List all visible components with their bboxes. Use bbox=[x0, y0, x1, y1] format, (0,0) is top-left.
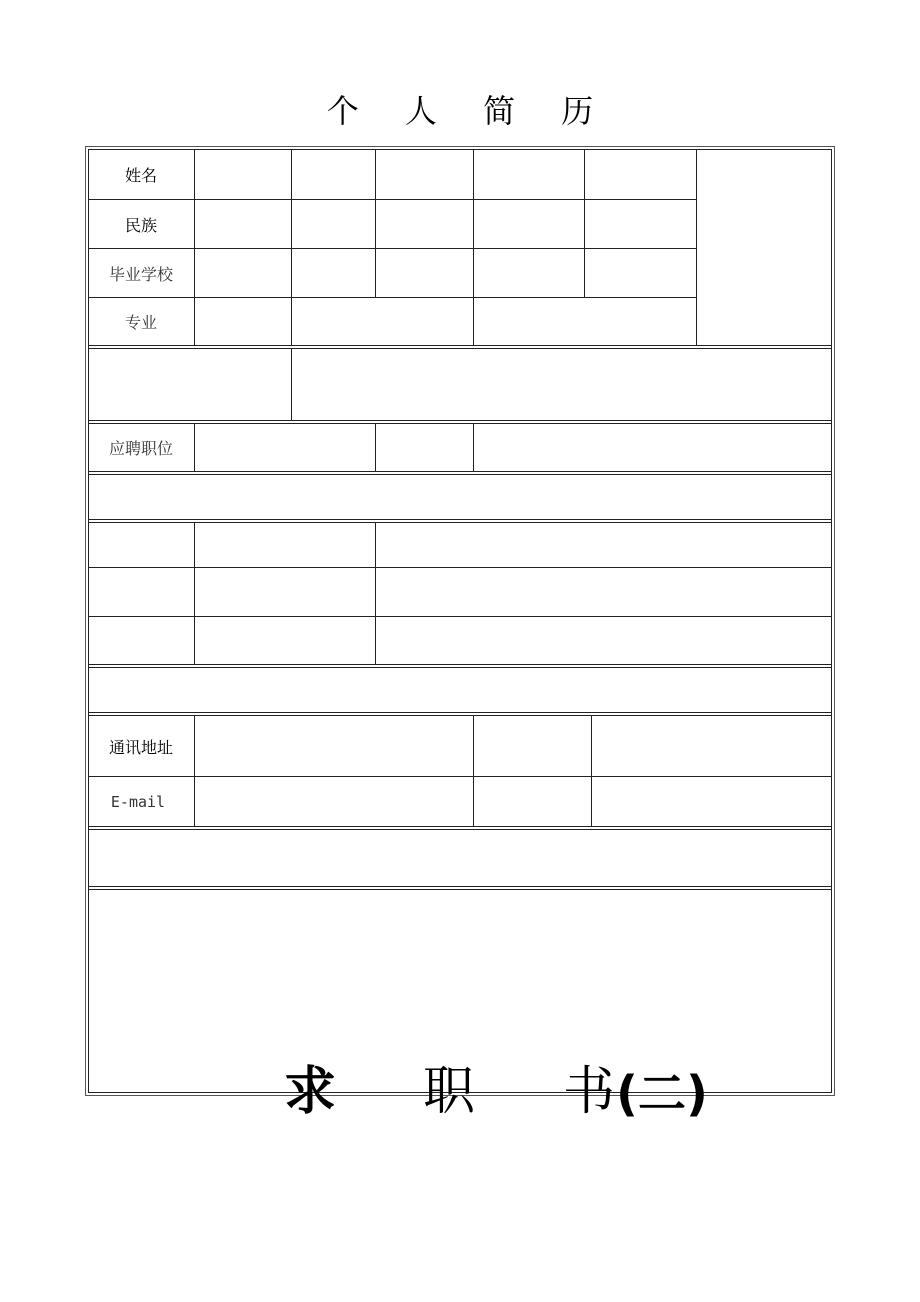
col-divider bbox=[473, 716, 474, 827]
col-divider bbox=[584, 149, 585, 298]
col-divider bbox=[375, 424, 376, 472]
section-divider bbox=[88, 886, 832, 887]
col-divider bbox=[375, 523, 376, 665]
label-name: 姓名 bbox=[124, 166, 157, 185]
col-divider bbox=[194, 424, 195, 472]
section-divider bbox=[88, 715, 832, 716]
footer-char-2: 职 bbox=[423, 1062, 476, 1122]
section-divider bbox=[88, 423, 832, 424]
section-divider bbox=[88, 889, 832, 890]
section-divider bbox=[88, 471, 832, 472]
label-email: E-mail bbox=[110, 792, 166, 811]
footer-char-1: 求 bbox=[284, 1062, 337, 1122]
footer-paren: (二) bbox=[616, 1066, 708, 1122]
col-divider bbox=[591, 716, 592, 827]
title-char: 简 bbox=[483, 92, 516, 130]
label-school: 毕业学校 bbox=[108, 264, 173, 284]
section-divider bbox=[88, 826, 832, 827]
section-divider bbox=[88, 667, 832, 668]
row-divider bbox=[88, 776, 832, 777]
col-divider bbox=[194, 523, 195, 665]
table-border-top bbox=[88, 149, 832, 150]
title-char: 历 bbox=[561, 92, 594, 130]
row-divider bbox=[88, 567, 832, 568]
label-ethnicity: 民族 bbox=[124, 215, 157, 235]
section-divider bbox=[88, 829, 832, 830]
table-border-right bbox=[831, 149, 832, 1093]
label-major: 专业 bbox=[124, 313, 157, 332]
label-position: 应聘职位 bbox=[108, 439, 173, 458]
resume-table bbox=[85, 146, 835, 1096]
col-divider bbox=[291, 349, 292, 421]
col-divider bbox=[473, 424, 474, 472]
col-divider bbox=[291, 149, 292, 346]
col-divider bbox=[194, 149, 195, 346]
col-divider bbox=[375, 149, 376, 298]
section-divider bbox=[88, 664, 832, 665]
footer-char-3: 书 bbox=[563, 1062, 616, 1122]
title-char: 个 bbox=[326, 92, 359, 130]
section-divider bbox=[88, 348, 832, 349]
col-divider bbox=[473, 149, 474, 346]
label-address: 通讯地址 bbox=[108, 737, 173, 757]
section-divider bbox=[88, 474, 832, 475]
photo-divider bbox=[696, 149, 697, 346]
section-divider bbox=[88, 420, 832, 421]
col-divider bbox=[194, 716, 195, 827]
section-divider bbox=[88, 522, 832, 523]
section-divider bbox=[88, 519, 832, 520]
section-divider bbox=[88, 712, 832, 713]
page-title bbox=[0, 86, 920, 132]
section-divider bbox=[88, 345, 832, 346]
row-divider bbox=[88, 616, 832, 617]
title-char: 人 bbox=[404, 92, 437, 130]
